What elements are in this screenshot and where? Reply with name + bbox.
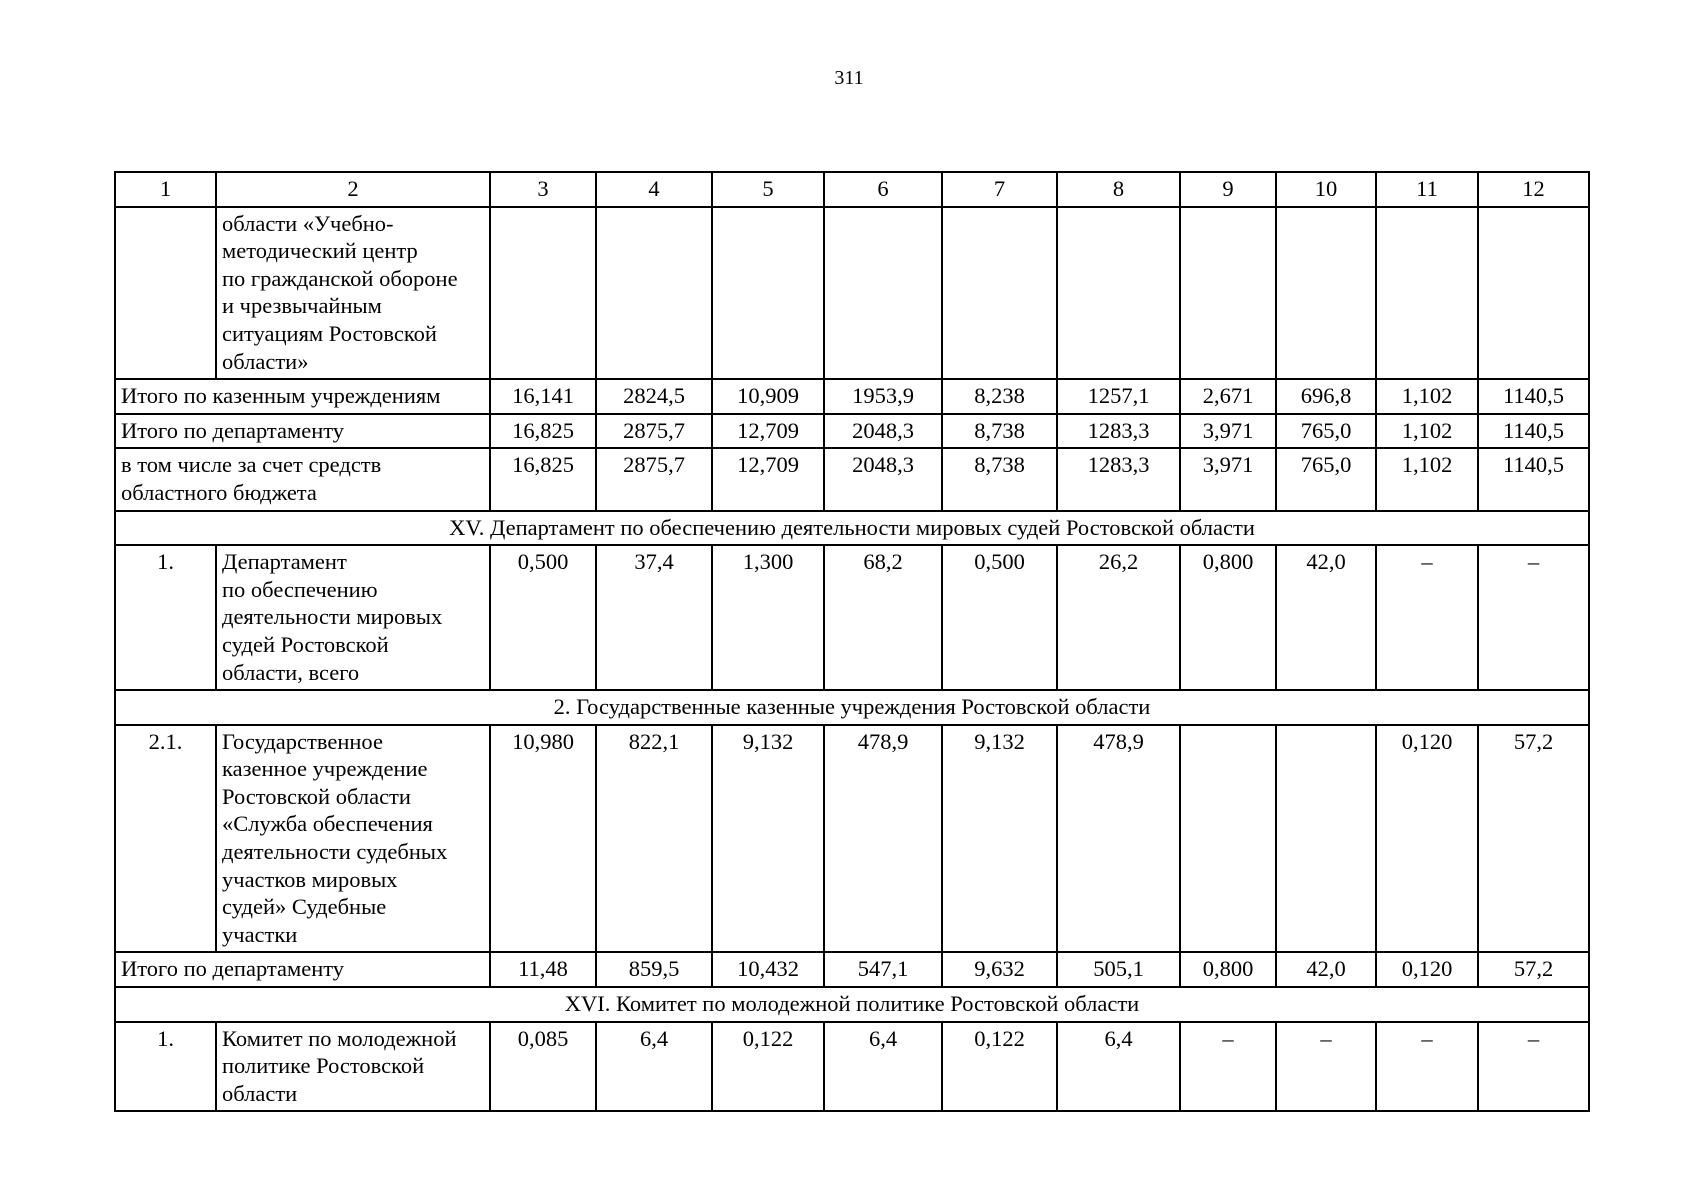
value-cell: 2048,3 xyxy=(824,448,942,510)
value-cell: 822,1 xyxy=(596,725,712,953)
value-cell: 6,4 xyxy=(596,1022,712,1112)
value-cell: 1257,1 xyxy=(1057,379,1180,414)
total-label: Итого по казенным учреждениям xyxy=(115,379,490,414)
value-cell: 2824,5 xyxy=(596,379,712,414)
value-cell: – xyxy=(1276,1022,1376,1112)
value-cell: 0,500 xyxy=(490,545,596,690)
value-cell: 16,141 xyxy=(490,379,596,414)
value-cell: 68,2 xyxy=(824,545,942,690)
value-cell: 16,825 xyxy=(490,448,596,510)
value-cell xyxy=(1376,207,1478,380)
section-heading: 2. Государственные казенные учреждения Ростовской области xyxy=(115,690,1589,725)
value-cell: 42,0 xyxy=(1276,545,1376,690)
value-cell xyxy=(1180,725,1276,953)
value-cell: 478,9 xyxy=(824,725,942,953)
value-cell: 765,0 xyxy=(1276,448,1376,510)
value-cell: 10,980 xyxy=(490,725,596,953)
value-cell: 8,738 xyxy=(942,448,1057,510)
table-header-row xyxy=(115,172,1589,207)
value-cell: 1953,9 xyxy=(824,379,942,414)
value-cell: 1140,5 xyxy=(1478,414,1589,449)
value-cell: – xyxy=(1376,545,1478,690)
value-cell: 11,48 xyxy=(490,952,596,987)
value-cell: 9,132 xyxy=(942,725,1057,953)
row-number: 1. xyxy=(115,545,216,690)
value-cell: – xyxy=(1478,1022,1589,1112)
value-cell: 8,738 xyxy=(942,414,1057,449)
section-heading-row xyxy=(115,511,1589,546)
value-cell: 10,432 xyxy=(712,952,824,987)
value-cell: 1283,3 xyxy=(1057,448,1180,510)
row-number xyxy=(115,207,216,380)
value-cell xyxy=(1478,207,1589,380)
value-cell xyxy=(596,207,712,380)
value-cell: 0,085 xyxy=(490,1022,596,1112)
value-cell: 478,9 xyxy=(1057,725,1180,953)
value-cell: 0,120 xyxy=(1376,725,1478,953)
value-cell xyxy=(1057,207,1180,380)
value-cell: 2875,7 xyxy=(596,448,712,510)
value-cell: 12,709 xyxy=(712,448,824,510)
value-cell: 0,500 xyxy=(942,545,1057,690)
value-cell: 0,800 xyxy=(1180,952,1276,987)
column-number-header: 7 xyxy=(942,172,1057,207)
value-cell: 6,4 xyxy=(1057,1022,1180,1112)
value-cell: 0,120 xyxy=(1376,952,1478,987)
value-cell: 1,102 xyxy=(1376,448,1478,510)
total-label: Итого по департаменту xyxy=(115,952,490,987)
value-cell: 1140,5 xyxy=(1478,448,1589,510)
value-cell: 696,8 xyxy=(1276,379,1376,414)
total-label: Итого по департаменту xyxy=(115,414,490,449)
total-row xyxy=(115,414,1589,449)
value-cell xyxy=(1180,207,1276,380)
total-label: в том числе за счет средств областного бюджета xyxy=(115,448,490,510)
value-cell: 547,1 xyxy=(824,952,942,987)
column-number-header: 5 xyxy=(712,172,824,207)
column-number-header: 12 xyxy=(1478,172,1589,207)
value-cell: 765,0 xyxy=(1276,414,1376,449)
table-row xyxy=(115,545,1589,690)
value-cell: 42,0 xyxy=(1276,952,1376,987)
column-number-header: 1 xyxy=(115,172,216,207)
data-table xyxy=(114,171,1590,1112)
column-number-header: 8 xyxy=(1057,172,1180,207)
page-number: 311 xyxy=(834,67,864,89)
value-cell: 1140,5 xyxy=(1478,379,1589,414)
table-row xyxy=(115,1022,1589,1112)
value-cell: 2048,3 xyxy=(824,414,942,449)
column-number-header: 2 xyxy=(216,172,490,207)
value-cell: 0,800 xyxy=(1180,545,1276,690)
value-cell: 3,971 xyxy=(1180,448,1276,510)
column-number-header: 9 xyxy=(1180,172,1276,207)
column-number-header: 4 xyxy=(596,172,712,207)
institution-name: Комитет по молодежной политике Ростовской области xyxy=(216,1022,490,1112)
table-row xyxy=(115,725,1589,953)
value-cell: 1,102 xyxy=(1376,379,1478,414)
value-cell: 1283,3 xyxy=(1057,414,1180,449)
section-heading-row xyxy=(115,987,1589,1022)
column-number-header: 10 xyxy=(1276,172,1376,207)
value-cell: 9,632 xyxy=(942,952,1057,987)
value-cell: 2,671 xyxy=(1180,379,1276,414)
row-number: 1. xyxy=(115,1022,216,1112)
institution-name: области «Учебно- методический центр по гражданской обороне и чрезвычайным ситуациям Ростовской области» xyxy=(216,207,490,380)
section-heading: XV. Департамент по обеспечению деятельности мировых судей Ростовской области xyxy=(115,511,1589,546)
value-cell: – xyxy=(1478,545,1589,690)
value-cell: 57,2 xyxy=(1478,952,1589,987)
table-row xyxy=(115,207,1589,380)
value-cell: – xyxy=(1376,1022,1478,1112)
value-cell: 37,4 xyxy=(596,545,712,690)
value-cell: 1,300 xyxy=(712,545,824,690)
value-cell xyxy=(712,207,824,380)
value-cell xyxy=(1276,207,1376,380)
section-heading-row xyxy=(115,690,1589,725)
section-heading: XVI. Комитет по молодежной политике Ростовской области xyxy=(115,987,1589,1022)
value-cell: – xyxy=(1180,1022,1276,1112)
column-number-header: 3 xyxy=(490,172,596,207)
column-number-header: 11 xyxy=(1376,172,1478,207)
value-cell: 10,909 xyxy=(712,379,824,414)
value-cell: 2875,7 xyxy=(596,414,712,449)
value-cell: 505,1 xyxy=(1057,952,1180,987)
value-cell: 3,971 xyxy=(1180,414,1276,449)
value-cell: 57,2 xyxy=(1478,725,1589,953)
value-cell: 0,122 xyxy=(712,1022,824,1112)
value-cell: 6,4 xyxy=(824,1022,942,1112)
value-cell: 0,122 xyxy=(942,1022,1057,1112)
value-cell: 12,709 xyxy=(712,414,824,449)
value-cell xyxy=(490,207,596,380)
value-cell xyxy=(942,207,1057,380)
value-cell xyxy=(1276,725,1376,953)
total-row xyxy=(115,952,1589,987)
total-row xyxy=(115,379,1589,414)
value-cell xyxy=(824,207,942,380)
value-cell: 26,2 xyxy=(1057,545,1180,690)
total-row xyxy=(115,448,1589,510)
value-cell: 9,132 xyxy=(712,725,824,953)
value-cell: 1,102 xyxy=(1376,414,1478,449)
institution-name: Департамент по обеспечению деятельности мировых судей Ростовской области, всего xyxy=(216,545,490,690)
value-cell: 8,238 xyxy=(942,379,1057,414)
value-cell: 16,825 xyxy=(490,414,596,449)
value-cell: 859,5 xyxy=(596,952,712,987)
row-number: 2.1. xyxy=(115,725,216,953)
institution-name: Государственное казенное учреждение Ростовской области «Служба обеспечения деятельности судебных участков мировых судей» Судебные участки xyxy=(216,725,490,953)
column-number-header: 6 xyxy=(824,172,942,207)
